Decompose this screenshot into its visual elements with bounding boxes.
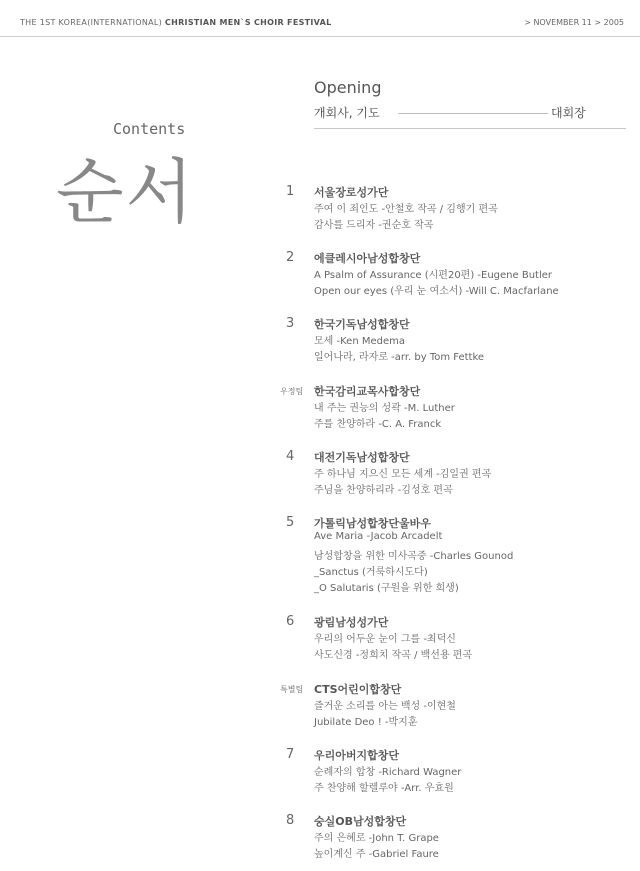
program-entry-choir: 대전기독남성합창단 bbox=[314, 451, 410, 464]
program-entry-number: 1 bbox=[286, 184, 295, 199]
program-entry-piece: A Psalm of Assurance (시편20편) -Eugene Butler bbox=[314, 270, 553, 281]
program-entry-piece: _Sanctus (거룩하시도다) bbox=[314, 567, 428, 578]
program-entry-piece: 우리의 어두운 눈이 그를 -최덕신 bbox=[314, 634, 456, 645]
opening-place: 대회장 bbox=[551, 106, 586, 120]
program-entry-number: 5 bbox=[286, 515, 295, 530]
opening-leader-line bbox=[398, 113, 548, 114]
contents-heading-english: Contents bbox=[113, 120, 186, 138]
program-entry-piece: Jubilate Deo ! -박지훈 bbox=[314, 717, 418, 728]
program-entry-number: 7 bbox=[286, 747, 295, 762]
program-entry-piece: 순례자의 합창 -Richard Wagner bbox=[314, 767, 462, 778]
program-entry-number: 6 bbox=[286, 614, 295, 629]
program-entry-choir: 광림남성성가단 bbox=[314, 616, 389, 629]
program-entry-piece: 모세 -Ken Medema bbox=[314, 336, 405, 347]
program-entry-piece: 일어나라, 라자로 -arr. by Tom Fettke bbox=[314, 352, 485, 363]
program-entry-piece: 주님을 찬양하리라 -김성호 편곡 bbox=[314, 485, 453, 496]
program-entry-piece: Ave Maria -Jacob Arcadelt bbox=[314, 531, 443, 542]
program-entry-piece: _O Salutaris (구원을 위한 희생) bbox=[314, 583, 459, 594]
program-entry-piece: 주여 이 죄인도 -안철호 작곡 / 김행기 편곡 bbox=[314, 204, 498, 215]
program-entry-piece: 주의 은혜로 -John T. Grape bbox=[314, 833, 439, 844]
opening-divider bbox=[314, 128, 626, 129]
festival-title-prefix: THE 1ST KOREA(INTERNATIONAL) bbox=[20, 18, 163, 27]
program-entry-choir: 한국기독남성합창단 bbox=[314, 318, 410, 331]
program-entry-piece: 주 하나님 지으신 모든 세계 -김일권 편곡 bbox=[314, 469, 492, 480]
program-entry-number: 특별팀 bbox=[280, 685, 304, 694]
program-entry-piece: Open our eyes (우리 눈 여소서) -Will C. Macfarlane bbox=[314, 286, 559, 297]
program-entry-piece: 남성합창을 위한 미사곡중 -Charles Gounod bbox=[314, 551, 514, 562]
program-entry-piece: 높이계신 주 -Gabriel Faure bbox=[314, 849, 439, 860]
festival-title bbox=[20, 18, 332, 27]
program-entry-piece: 사도신경 -정희치 작곡 / 백선용 편곡 bbox=[314, 650, 473, 661]
program-entry-number: 8 bbox=[286, 813, 295, 828]
program-entry-piece: 감사를 드리자 -권순호 작곡 bbox=[314, 220, 434, 231]
opening-title: Opening bbox=[314, 78, 382, 97]
program-entry-choir: 우리아버지합창단 bbox=[314, 749, 400, 762]
festival-title-bold: CHRISTIAN MEN`S CHOIR FESTIVAL bbox=[164, 18, 332, 27]
program-entry-piece: 주 찬양해 할렐루야 -Arr. 우효원 bbox=[314, 783, 454, 794]
opening-section bbox=[314, 78, 626, 124]
program-entry-choir: 서울장로성가단 bbox=[314, 186, 389, 199]
program-entry-number: 4 bbox=[286, 449, 295, 464]
program-entry-piece: 주를 찬양하라 -C. A. Franck bbox=[314, 419, 442, 430]
program-entry-number: 2 bbox=[286, 250, 295, 265]
program-entry-number: 3 bbox=[286, 316, 295, 331]
program-entry-piece: 즐거운 소리를 아는 백성 -이현철 bbox=[314, 701, 456, 712]
program-entry-piece: 내 주는 권능의 성곽 -M. Luther bbox=[314, 403, 455, 414]
opening-row bbox=[314, 102, 626, 124]
festival-date: > NOVEMBER 11 > 2005 bbox=[524, 18, 624, 27]
program-entry-choir: 에클레시아남성합창단 bbox=[314, 252, 421, 265]
program-entry-choir: 숭실OB남성합창단 bbox=[314, 815, 407, 828]
program-entry-number: 우정팀 bbox=[280, 387, 304, 396]
program-entry-choir: 가톨릭남성합창단울바우 bbox=[314, 517, 431, 530]
program-entry-choir: CTS어린이합창단 bbox=[314, 683, 402, 696]
program-entry-choir: 한국감리교목사합창단 bbox=[314, 385, 421, 398]
contents-heading-korean: 순서 bbox=[56, 151, 196, 233]
opening-item: 개회사, 기도 bbox=[314, 106, 380, 120]
page-header bbox=[0, 0, 640, 37]
